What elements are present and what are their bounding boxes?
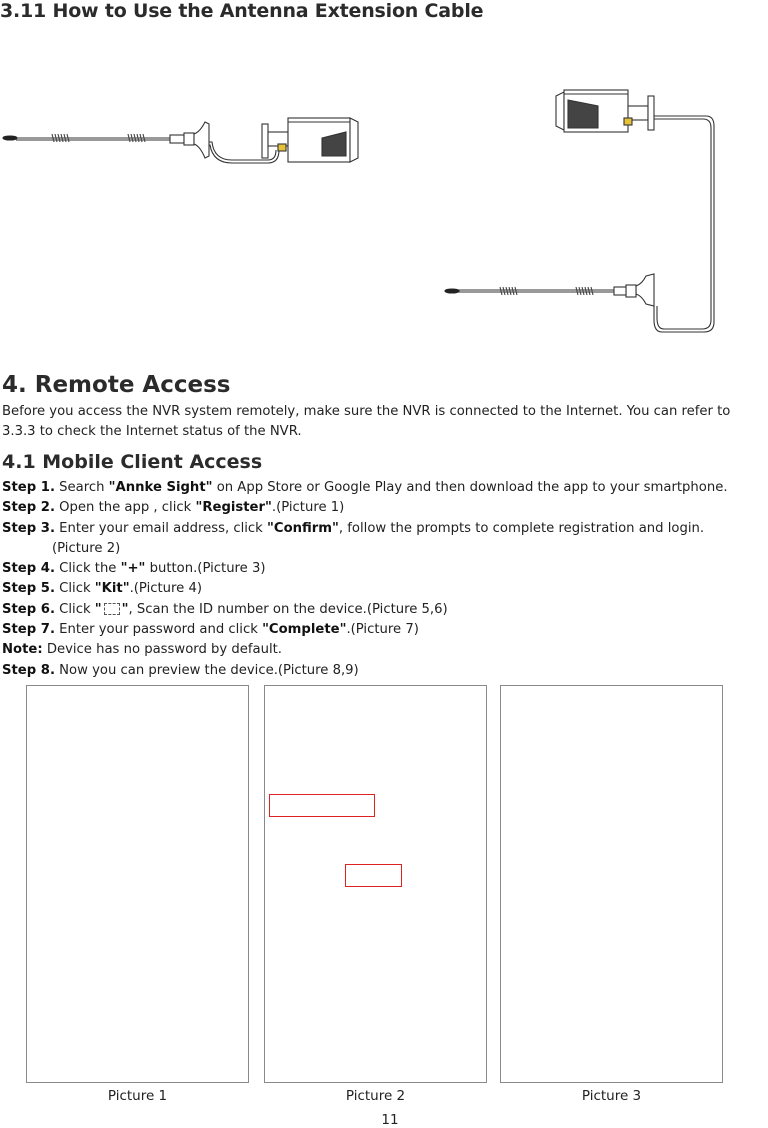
step-text: Enter your password and click: [54, 622, 263, 638]
step-label: Step 6.: [2, 601, 55, 617]
section-41-title: 4.1 Mobile Client Access: [2, 451, 263, 473]
step-keyword: ": [94, 601, 102, 617]
step-label: Step 7.: [2, 622, 55, 638]
note-text: Device has no password by default.: [42, 642, 282, 658]
highlight-box-confirm: [345, 864, 402, 887]
step-text: Search: [54, 480, 109, 495]
picture-2-caption: Picture 2: [345, 1088, 406, 1104]
step-8: [2, 661, 768, 681]
step-text: Click: [54, 601, 95, 617]
right-antenna-diagram: [445, 90, 714, 332]
step-label: Step 8.: [2, 662, 55, 678]
picture-3-frame: [500, 685, 723, 1083]
antenna-extension-figure: [0, 60, 768, 350]
step-keyword: "Annke Sight": [108, 480, 213, 495]
step-label: Step 5.: [2, 581, 55, 597]
picture-2-frame: [264, 685, 487, 1083]
picture-3-caption: Picture 3: [581, 1088, 642, 1104]
step-label: Step 1.: [2, 480, 55, 495]
step-text: .(Picture 4): [129, 581, 202, 597]
step-1: [2, 478, 768, 498]
step-label: Step 2.: [2, 500, 55, 516]
section-311-title: 3.11 How to Use the Antenna Extension Cable: [0, 0, 484, 22]
step-keyword: "Complete": [262, 622, 347, 638]
step-label: Step 3.: [2, 520, 55, 536]
page-number: 11: [381, 1112, 399, 1128]
step-text: Now you can preview the device.(Picture 8,9): [54, 662, 359, 678]
note: [2, 640, 768, 660]
step-3-continuation: (Picture 2): [52, 540, 121, 556]
step-text: Enter your email address, click: [54, 520, 268, 536]
left-antenna-diagram: [3, 118, 358, 163]
step-text: Open the app , click: [54, 500, 196, 516]
step-text: , Scan the ID number on the device.(Picture 5,6): [128, 601, 448, 617]
highlight-box-email: [269, 794, 375, 817]
step-text: on App Store or Google Play and then download the app to your smartphone.: [212, 480, 728, 495]
step-6: [2, 600, 768, 620]
step-3: [2, 519, 768, 539]
step-7: [2, 620, 768, 640]
step-label: Step 4.: [2, 561, 55, 577]
section-4-title: 4. Remote Access: [2, 372, 231, 398]
picture-1-frame: [26, 685, 249, 1083]
step-2: [2, 498, 768, 518]
steps-list: [2, 478, 768, 681]
step-keyword: "Register": [195, 500, 272, 516]
step-4: [2, 559, 768, 579]
step-text: .(Picture 7): [346, 622, 419, 638]
step-text: .(Picture 1): [271, 500, 345, 516]
step-text: button.(Picture 3): [145, 561, 266, 577]
step-5: [2, 579, 768, 599]
section-4-paragraph: Before you access the NVR system remotely, make sure the NVR is connected to the Internet. You can refer to 3.3.3 to check the Internet status of the NVR.: [2, 404, 731, 439]
step-text: Click: [54, 581, 95, 597]
step-keyword: "Confirm": [267, 520, 339, 536]
step-text: , follow the prompts to complete registration and login.: [338, 520, 705, 536]
step-keyword: "+": [120, 561, 146, 577]
step-keyword: ": [121, 601, 129, 617]
step-keyword: "Kit": [94, 581, 130, 597]
step-text: Click the: [54, 561, 121, 577]
picture-1-caption: Picture 1: [107, 1088, 168, 1104]
scan-icon: [104, 603, 120, 615]
note-label: Note:: [2, 642, 43, 658]
